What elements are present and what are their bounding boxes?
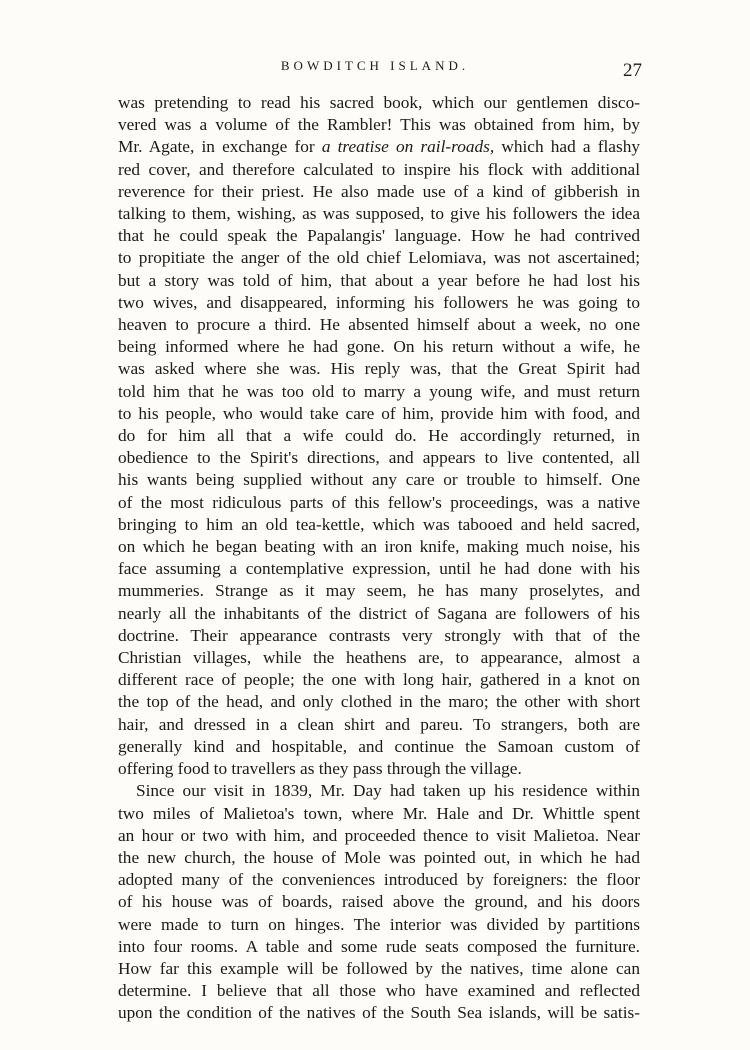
text-line	[118, 247, 640, 269]
page-number: 27	[623, 60, 642, 81]
text-segment: reverence for their priest. He also made use of a kind of gibberish in	[118, 181, 640, 201]
text-segment: How far this example will be followed by the natives, time alone can	[118, 958, 640, 978]
text-segment: generally kind and hospitable, and continue the Samoan custom of	[118, 736, 640, 756]
text-line	[118, 514, 640, 536]
text-line	[118, 891, 640, 913]
text-line	[118, 358, 640, 380]
text-line	[118, 869, 640, 891]
text-segment: being informed where he had gone. On his return without a wife, he	[118, 337, 640, 357]
text-line	[118, 469, 640, 491]
text-segment: of the most ridiculous parts of this fellow's proceedings, was a native	[118, 492, 640, 512]
text-segment: heaven to procure a third. He absented himself about a week, no one	[118, 315, 640, 335]
text-segment: was pretending to read his sacred book, which our gentlemen disco-	[118, 93, 640, 112]
text-line	[118, 691, 640, 713]
paragraph	[118, 780, 640, 1024]
text-line	[118, 669, 640, 691]
running-head: BOWDITCH ISLAND.	[280, 58, 470, 73]
text-line	[118, 225, 640, 247]
text-line	[118, 314, 640, 336]
text-line	[118, 136, 640, 158]
text-line	[118, 203, 640, 225]
italic-phrase: a treatise on rail-roads,	[321, 137, 495, 157]
text-line	[118, 270, 640, 292]
text-line	[118, 536, 640, 558]
text-segment: nearly all the inhabitants of the district of Sagana are followers of his	[118, 603, 640, 623]
text-line	[118, 647, 640, 669]
text-segment: Christian villages, while the heathens are, to appearance, almost a	[118, 648, 640, 668]
text-segment: into four rooms. A table and some rude seats composed the furniture.	[118, 936, 640, 956]
text-line	[118, 714, 640, 736]
text-segment: an hour or two with him, and proceeded thence to visit Malietoa. Near	[118, 825, 640, 845]
text-line	[118, 558, 640, 580]
text-line	[118, 1002, 640, 1024]
text-segment: his wants being supplied without any care or trouble to himself. One	[118, 470, 640, 490]
text-segment: the new church, the house of Mole was pointed out, in which he had	[118, 847, 640, 867]
text-segment: do for him all that a wife could do. He accordingly returned, in	[118, 426, 640, 446]
paragraph	[118, 92, 640, 780]
text-line	[118, 159, 640, 181]
text-segment: but a story was told of him, that about a year before he had lost his	[118, 270, 640, 290]
text-segment: two miles of Malietoa's town, where Mr. Hale and Dr. Whittle spent	[118, 803, 640, 823]
text-line	[118, 980, 640, 1002]
text-segment: talking to them, wishing, as was supposed, to give his followers the idea	[118, 204, 640, 224]
text-segment: bringing to him an old tea-kettle, which was tabooed and held sacred,	[118, 514, 640, 534]
text-segment: to propitiate the anger of the old chief Lelomiava, was not ascertained;	[118, 248, 640, 268]
text-line	[118, 92, 640, 114]
text-segment: were made to turn on hinges. The interior was divided by partitions	[118, 914, 640, 934]
text-line	[118, 803, 640, 825]
text-segment: red cover, and therefore calculated to inspire his flock with additional	[118, 159, 640, 179]
text-segment: which had a flashy	[494, 137, 640, 157]
text-line	[118, 603, 640, 625]
text-segment: doctrine. Their appearance contrasts very strongly with that of the	[118, 625, 640, 645]
text-segment: the top of the head, and only clothed in the maro; the other with short	[118, 692, 640, 712]
text-line	[118, 914, 640, 936]
text-line	[118, 825, 640, 847]
text-line	[118, 736, 640, 758]
text-line	[118, 758, 640, 780]
text-segment: of his house was of boards, raised above the ground, and his doors	[118, 892, 640, 912]
text-line	[118, 492, 640, 514]
text-line	[118, 403, 640, 425]
text-line	[118, 625, 640, 647]
text-segment: different race of people; the one with long hair, gathered in a knot on	[118, 670, 640, 690]
text-segment: face assuming a contemplative expression, until he had done with his	[118, 559, 640, 579]
text-segment: two wives, and disappeared, informing his followers he was going to	[118, 292, 640, 312]
text-line	[118, 958, 640, 980]
text-segment: to his people, who would take care of him, provide him with food, and	[118, 403, 640, 423]
text-segment: told him that he was too old to marry a young wife, and must return	[118, 381, 640, 401]
text-segment: hair, and dressed in a clean shirt and pareu. To strangers, both are	[118, 714, 640, 734]
text-segment: on which he began beating with an iron knife, making much noise, his	[118, 537, 640, 557]
text-segment: Since our visit in 1839, Mr. Day had taken up his residence within	[136, 781, 640, 801]
text-line	[118, 381, 640, 403]
text-line	[118, 447, 640, 469]
text-line	[118, 425, 640, 447]
text-segment: determine. I believe that all those who have examined and reflected	[118, 981, 640, 1001]
text-segment: upon the condition of the natives of the South Sea islands, will be satis-	[118, 1003, 640, 1023]
text-segment: vered was a volume of the Rambler! This was obtained from him, by	[118, 115, 640, 135]
text-line	[118, 336, 640, 358]
text-segment: that he could speak the Papalangis' language. How he had contrived	[118, 226, 640, 246]
text-line	[118, 114, 640, 136]
text-segment: adopted many of the conveniences introduced by foreigners: the floor	[118, 870, 640, 890]
text-line	[118, 780, 640, 802]
text-segment: offering food to travellers as they pass through the village.	[118, 759, 522, 779]
text-line	[118, 292, 640, 314]
text-line	[118, 847, 640, 869]
body-text	[118, 92, 640, 1025]
text-line	[118, 181, 640, 203]
text-line	[118, 936, 640, 958]
text-segment: obedience to the Spirit's directions, and appears to live contented, all	[118, 448, 640, 468]
text-segment: mummeries. Strange as it may seem, he has many proselytes, and	[118, 581, 640, 601]
text-segment: Mr. Agate, in exchange for	[118, 137, 322, 157]
text-segment: was asked where she was. His reply was, that the Great Spirit had	[118, 359, 640, 379]
text-line	[118, 580, 640, 602]
